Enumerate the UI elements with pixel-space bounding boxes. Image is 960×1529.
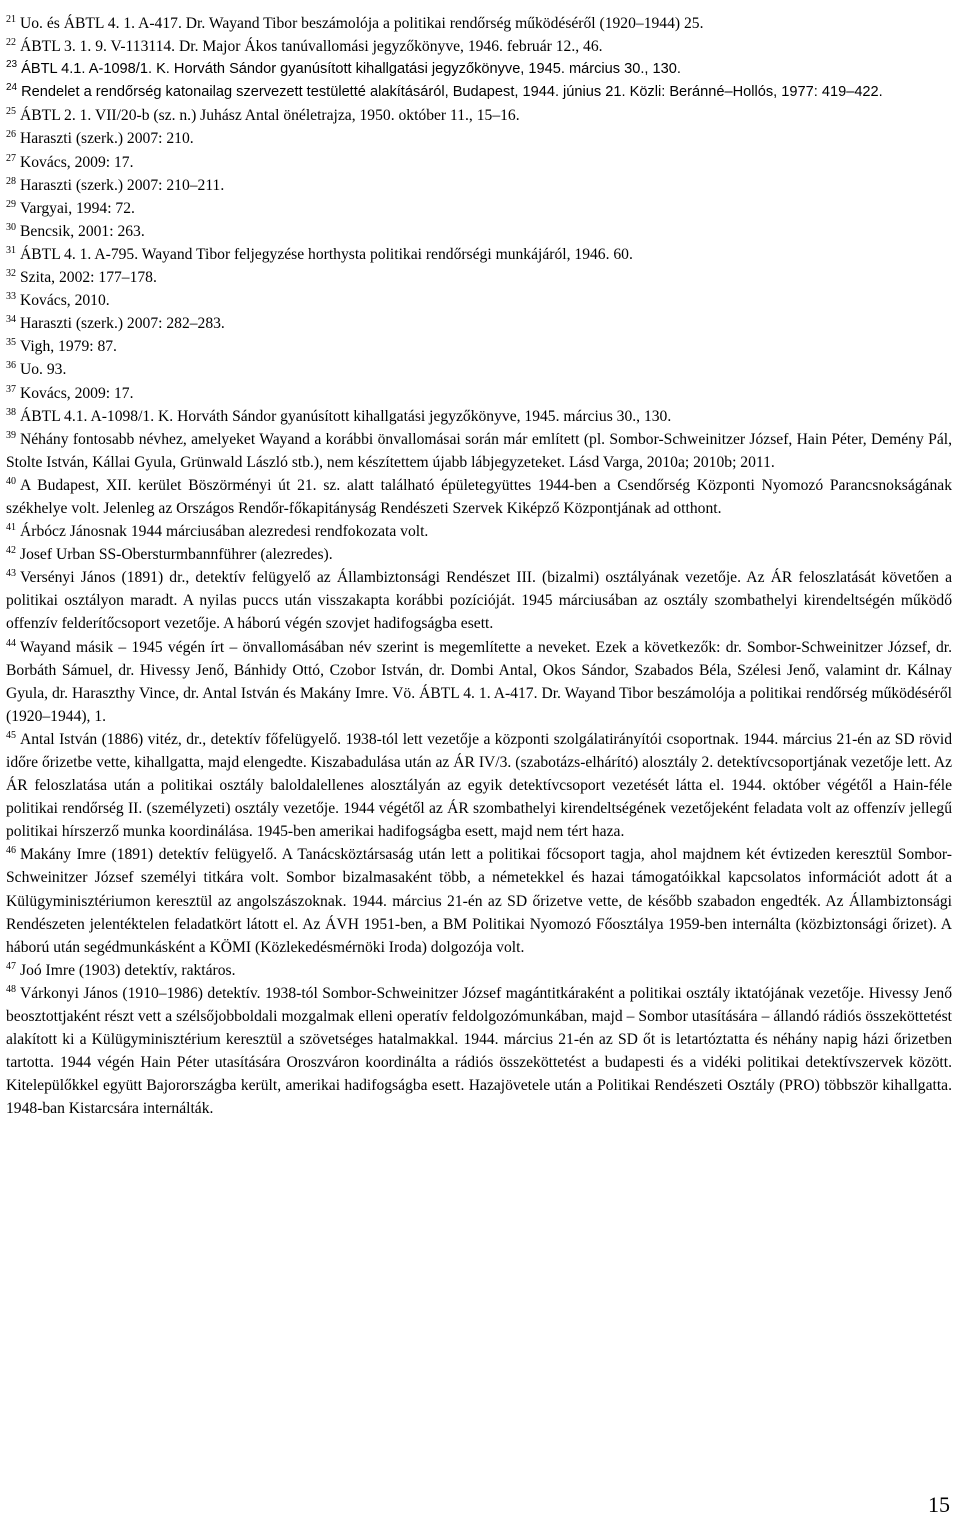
footnote-text: Haraszti (szerk.) 2007: 282–283. xyxy=(20,315,225,333)
footnote xyxy=(6,335,952,358)
footnote xyxy=(6,81,952,104)
footnote xyxy=(6,197,952,220)
footnote xyxy=(6,566,952,635)
footnote xyxy=(6,636,952,728)
footnote xyxy=(6,843,952,958)
footnote xyxy=(6,174,952,197)
footnote-number: 37 xyxy=(6,383,16,395)
page-number: 15 xyxy=(928,1492,950,1517)
footnote xyxy=(6,959,952,982)
footnote-number: 46 xyxy=(6,845,16,857)
footnote-number: 42 xyxy=(6,545,16,557)
footnote-number: 45 xyxy=(6,729,16,741)
footnote xyxy=(6,151,952,174)
footnote-number: 44 xyxy=(6,637,16,649)
footnote xyxy=(6,289,952,312)
footnote-text: Antal István (1886) vitéz, dr., detektív főfelügyelő. 1938-tól lett vezetője a központi szolgálatirányítói csoportnak. 1944. március 21-én az SD rövid időre őrizetbe vette, kihallgatta, majd elengedte. Kiszabadulása után az ÁR IV/3. (szabotázs-elhárító) alosztály 2. detektívcsoportjának vezetője lett. Az ÁR feloszlatása után a politikai osztály baloldalellenes alosztályán az egyik detektívcsoport vezetését látta el. 1944. október végétől a Hain-féle politikai rendőrség II. (személyzeti) osztály vezetője. 1944 végétől az ÁR szombathelyi kirendeltségének vezetőjeként feladata volt az offenzív jellegű politikai hírszerző munka koordinálása. 1945-ben amerikai hadifogságba esett, majd nem tért haza. xyxy=(6,730,952,841)
footnote-number: 21 xyxy=(6,14,16,25)
footnote-text: Makány Imre (1891) detektív felügyelő. A Tanácsköztársaság után lett a politikai főcsoport tagja, ahol majdnem két évtizeden keresztül Sombor-Schweinitzer József személyi titkára volt. Sombor bizalmasaként több, a németekkel és hazai támogatóikkal kapcsolatos információt adott át a Külügyminisztériumon keresztül az angolszászoknak. 1944. március 21-én az SD őrizetve vette, de később szabadon engedték. Az Állambiztonsági Rendészeten jelentéktelen feladatkört látott el. Az ÁVH 1951-ben, a BM Politikai Nyomozó Főosztálya 1959-ben internálta (közbiztonsági őrizet). A háború után segédmunkásként a KÖMI (Közlekedésmérnöki Iroda) dolgozója volt. xyxy=(6,846,952,956)
footnote-text: A Budapest, XII. kerület Böszörményi út 21. sz. alatt található épületegyüttes 1944-ben a Csendőrség Központi Nyomozó Parancsnokságának székhelye volt. Jelenleg az Országos Rendőr-főkapitányság Rendészeti Szervek Kiképző Központjának ad otthont. xyxy=(6,476,952,517)
footnote-text: Árbócz Jánosnak 1944 márciusában alezredesi rendfokozata volt. xyxy=(20,523,429,541)
footnote-number: 36 xyxy=(6,360,16,372)
footnote-number: 31 xyxy=(6,244,16,256)
footnote-text: ÁBTL 4.1. A-1098/1. K. Horváth Sándor gyanúsított kihallgatási jegyzőkönyve, 1945. március 30., 130. xyxy=(21,61,681,78)
footnote-text: Wayand másik – 1945 végén írt – önvallomásában név szerint is megemlítette a neveket. Ezek a következők: dr. Sombor-Schweinitzer József, dr. Borbáth Sámuel, dr. Hivessy Jenő, Bánhidy Ottó, Czobor István, dr. Dombi Antal, Okos Sándor, Szabados Béla, Szélesi Jenő, valamint dr. Kálnay Gyula, dr. Haraszthy Vince, dr. Antal István és Makány Imre. Vö. ÁBTL 4. 1. A-417. Dr. Wayand Tibor beszámolója a politikai rendőrség működéséről (1920–1944), 1. xyxy=(6,638,952,725)
footnote-number: 27 xyxy=(6,152,16,164)
footnote-list xyxy=(6,12,952,1121)
footnote-number: 33 xyxy=(6,291,16,303)
footnote xyxy=(6,358,952,381)
footnote-number: 22 xyxy=(6,37,16,49)
footnote-number: 24 xyxy=(6,82,18,94)
footnote-text: ÁBTL 3. 1. 9. V-113114. Dr. Major Ákos tanúvallomási jegyzőkönyve, 1946. február 12., 46. xyxy=(20,38,603,56)
footnote-text: Rendelet a rendőrség katonailag szervezett testületté alakításáról, Budapest, 1944. június 21. Közli: Beránné–Hollós, 1977: 419–422. xyxy=(21,84,883,101)
footnote xyxy=(6,12,952,35)
footnote xyxy=(6,382,952,405)
footnote-text: Josef Urban SS-Obersturmbannführer (alezredes). xyxy=(20,546,333,564)
footnote-text: Bencsik, 2001: 263. xyxy=(20,222,145,240)
footnote xyxy=(6,127,952,150)
footnote-text: Várkonyi János (1910–1986) detektív. 1938-tól Sombor-Schweinitzer József magántitkáraként a politikai osztály iktatójának vezetője. Hivessy Jenő beosztottjaként részt vett a szélsőjobboldali mozgalmak elleni operatív feldolgozómunkában, majd – Sombor utasítására – állandó rádiós összeköttetést alakított ki a Külügyminisztérium keresztül a szövetséges hatalmakkal. 1944. március 21-én az SD őt is letartóztatta és néhány napig házi őrizetben tartotta. 1944 végén Hain Péter utasítására Oroszváron koordinálta a rádiós összeköttetést a budapesti és a vidéki politikai detektívszervek között. Kitelepülőkkel együtt Bajorországba került, amerikai hadifogságba esett. Hazajövetele után a Politikai Rendészeti Osztály (PRO) többször kihallgatta. 1948-ban Kistarcsára internálták. xyxy=(6,984,952,1118)
footnote-number: 40 xyxy=(6,475,16,487)
footnote xyxy=(6,543,952,566)
footnote xyxy=(6,428,952,474)
footnote xyxy=(6,58,952,81)
footnote-text: Kovács, 2009: 17. xyxy=(20,384,134,402)
footnote-number: 23 xyxy=(6,59,18,71)
footnote xyxy=(6,982,952,1121)
footnote xyxy=(6,312,952,335)
footnote xyxy=(6,728,952,843)
footnote-number: 28 xyxy=(6,175,16,187)
footnote-text: Uo. 93. xyxy=(20,361,67,379)
footnote xyxy=(6,35,952,58)
footnote-number: 39 xyxy=(6,429,16,441)
footnote xyxy=(6,243,952,266)
footnote-number: 30 xyxy=(6,221,16,233)
footnote-text: Kovács, 2010. xyxy=(20,292,110,310)
footnote-number: 32 xyxy=(6,268,16,280)
footnote-text: Kovács, 2009: 17. xyxy=(20,153,134,171)
footnote-text: Haraszti (szerk.) 2007: 210. xyxy=(20,130,194,148)
footnote-number: 35 xyxy=(6,337,16,349)
footnote-text: Vargyai, 1994: 72. xyxy=(20,199,135,217)
footnote-text: ÁBTL 2. 1. VII/20-b (sz. n.) Juhász Antal önéletrajza, 1950. október 11., 15–16. xyxy=(20,107,520,125)
footnote-number: 38 xyxy=(6,406,16,418)
footnote-text: ÁBTL 4. 1. A-795. Wayand Tibor feljegyzése horthysta politikai rendőrségi munkájáról, 1946. 60. xyxy=(20,245,633,263)
footnote-text: Uo. és ÁBTL 4. 1. A-417. Dr. Wayand Tibor beszámolója a politikai rendőrség működéséről (1920–1944) 25. xyxy=(20,15,704,32)
footnote-text: Néhány fontosabb névhez, amelyeket Wayand a korábbi önvallomásai során már említett (pl. Sombor-Schweinitzer József, Hain Péter, Demény Pál, Stolte István, Kállai Gyula, Grünwald László stb.), nem készítettem újabb lábjegyzeteket. Lásd Varga, 2010a; 2010b; 2011. xyxy=(6,430,952,471)
footnote-number: 34 xyxy=(6,314,16,326)
footnote-number: 48 xyxy=(6,983,16,995)
footnote-number: 29 xyxy=(6,198,16,210)
footnote-text: Haraszti (szerk.) 2007: 210–211. xyxy=(20,176,225,194)
footnote-text: Szita, 2002: 177–178. xyxy=(20,269,157,287)
footnote-number: 26 xyxy=(6,129,16,141)
footnote-text: Vigh, 1979: 87. xyxy=(20,338,117,356)
footnote-number: 25 xyxy=(6,106,16,118)
footnote-text: ÁBTL 4.1. A-1098/1. K. Horváth Sándor gyanúsított kihallgatási jegyzőkönyve, 1945. március 30., 130. xyxy=(20,407,672,425)
footnote xyxy=(6,220,952,243)
footnote xyxy=(6,104,952,127)
footnote-number: 41 xyxy=(6,522,16,534)
footnote-text: Joó Imre (1903) detektív, raktáros. xyxy=(20,961,236,979)
footnote-text: Versényi János (1891) dr., detektív felügyelő az Állambiztonsági Rendészet III. (bizalmi) osztályának vezetője. Az ÁR feloszlatását követően a politikai osztályon maradt. A nyilas puccs után visszakapta korábbi pozícióját. 1945 márciusában az osztály szombathelyi kirendeltségén működő offenzív felderítőcsoport vezetője. A háború végén szovjet hadifogságba esett. xyxy=(6,569,952,633)
footnote-number: 43 xyxy=(6,568,16,580)
footnote xyxy=(6,474,952,520)
footnote xyxy=(6,405,952,428)
footnote xyxy=(6,520,952,543)
footnote xyxy=(6,266,952,289)
footnote-number: 47 xyxy=(6,960,16,972)
